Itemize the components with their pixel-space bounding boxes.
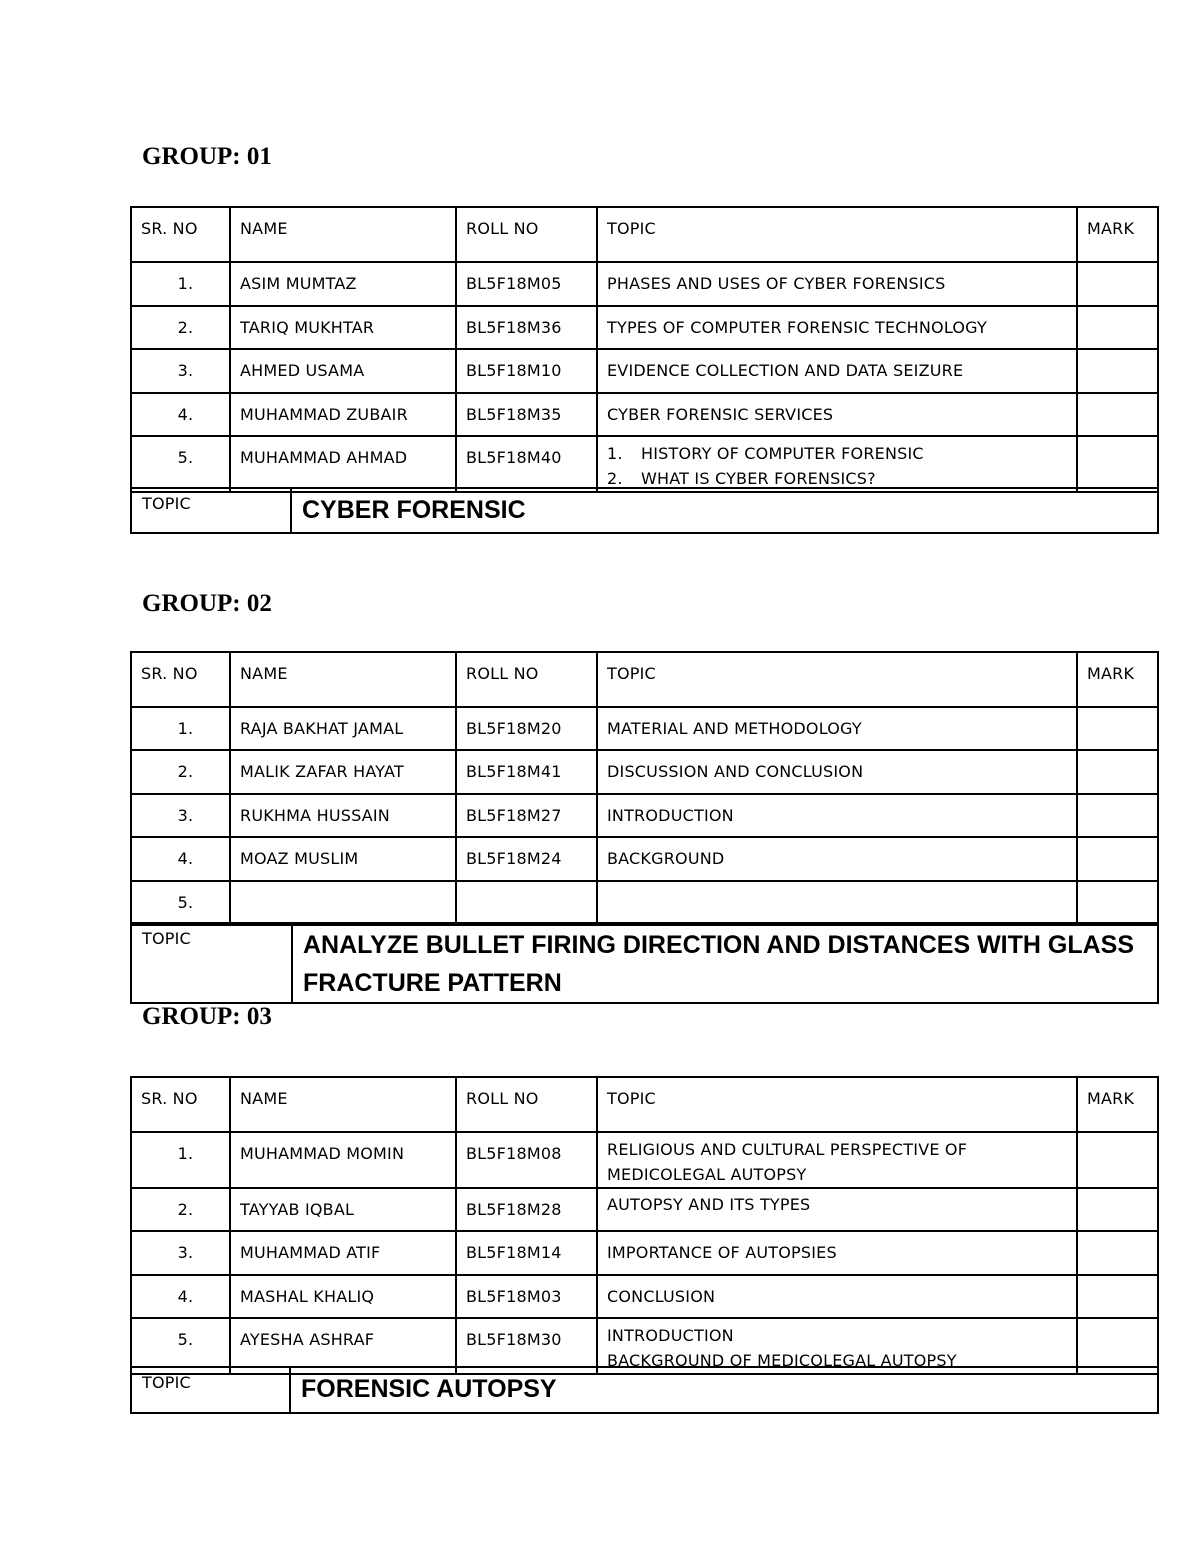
mark-cell <box>1077 1188 1158 1231</box>
name-cell: MUHAMMAD AHMAD <box>230 436 456 492</box>
mark-cell <box>1077 881 1158 925</box>
sr-no-cell: 2. <box>131 306 230 349</box>
group-topic-row <box>130 922 1159 1004</box>
col-header-roll-no: ROLL NO <box>456 652 597 707</box>
main-topic: CYBER FORENSIC <box>291 488 1158 533</box>
col-header-mark: MARK <box>1077 207 1158 262</box>
subtopic-item: 1. HISTORY OF COMPUTER FORENSIC <box>607 444 924 463</box>
topic-cell: BACKGROUND <box>597 837 1077 881</box>
sr-no-cell: 1. <box>131 707 230 750</box>
roll-no-cell: BL5F18M14 <box>456 1231 597 1275</box>
header-row <box>131 1077 1158 1132</box>
name-cell: AYESHA ASHRAF <box>230 1318 456 1374</box>
header-row <box>131 207 1158 262</box>
sr-no-cell: 5. <box>131 436 230 492</box>
sr-no-cell: 2. <box>131 1188 230 1231</box>
group-heading: GROUP: 02 <box>142 590 272 617</box>
table-row <box>131 1231 1158 1275</box>
table-row <box>131 750 1158 794</box>
col-header-topic: TOPIC <box>597 1077 1077 1132</box>
roll-no-cell: BL5F18M30 <box>456 1318 597 1374</box>
col-header-sr-no: SR. NO <box>131 1077 230 1132</box>
header-row <box>131 652 1158 707</box>
sr-no-cell: 3. <box>131 1231 230 1275</box>
main-topic: ANALYZE BULLET FIRING DIRECTION AND DISTANCES WITH GLASS FRACTURE PATTERN <box>292 923 1158 1003</box>
name-cell: AHMED USAMA <box>230 349 456 393</box>
mark-cell <box>1077 262 1158 306</box>
topic-line: INTRODUCTION <box>607 1326 734 1345</box>
col-header-mark: MARK <box>1077 1077 1158 1132</box>
table-row <box>131 881 1158 925</box>
name-cell: MASHAL KHALIQ <box>230 1275 456 1318</box>
topic-cell: TYPES OF COMPUTER FORENSIC TECHNOLOGY <box>597 306 1077 349</box>
roll-no-cell: BL5F18M05 <box>456 262 597 306</box>
topic-label: TOPIC <box>131 923 292 1003</box>
group-roster-table <box>130 206 1159 493</box>
topic-cell: INTRODUCTION <box>597 794 1077 837</box>
name-cell: RUKHMA HUSSAIN <box>230 794 456 837</box>
col-header-name: NAME <box>230 207 456 262</box>
topic-cell: CONCLUSION <box>597 1275 1077 1318</box>
roll-no-cell: BL5F18M24 <box>456 837 597 881</box>
mark-cell <box>1077 1275 1158 1318</box>
sr-no-cell: 4. <box>131 1275 230 1318</box>
roll-no-cell: BL5F18M28 <box>456 1188 597 1231</box>
name-cell: MALIK ZAFAR HAYAT <box>230 750 456 794</box>
topic-cell <box>597 881 1077 925</box>
name-cell: MUHAMMAD ZUBAIR <box>230 393 456 436</box>
name-cell: ASIM MUMTAZ <box>230 262 456 306</box>
mark-cell <box>1077 306 1158 349</box>
topic-cell: IMPORTANCE OF AUTOPSIES <box>597 1231 1077 1275</box>
topic-cell: EVIDENCE COLLECTION AND DATA SEIZURE <box>597 349 1077 393</box>
topic-cell: RELIGIOUS AND CULTURAL PERSPECTIVE OF MEDICOLEGAL AUTOPSY <box>597 1132 1077 1188</box>
topic-cell: AUTOPSY AND ITS TYPES <box>597 1188 1077 1231</box>
name-cell: MUHAMMAD MOMIN <box>230 1132 456 1188</box>
group-heading: GROUP: 01 <box>142 143 272 170</box>
table-row <box>131 1132 1158 1188</box>
table-row <box>131 1188 1158 1231</box>
table-row <box>131 436 1158 492</box>
sr-no-cell: 1. <box>131 1132 230 1188</box>
topic-cell: CYBER FORENSIC SERVICES <box>597 393 1077 436</box>
sr-no-cell: 2. <box>131 750 230 794</box>
name-cell: TARIQ MUKHTAR <box>230 306 456 349</box>
group-topic-row <box>130 1366 1159 1414</box>
table-row <box>131 262 1158 306</box>
col-header-roll-no: ROLL NO <box>456 207 597 262</box>
topic-cell: MATERIAL AND METHODOLOGY <box>597 707 1077 750</box>
topic-cell: DISCUSSION AND CONCLUSION <box>597 750 1077 794</box>
topic-label: TOPIC <box>131 1367 290 1413</box>
group-roster-table <box>130 1076 1159 1375</box>
mark-cell <box>1077 1231 1158 1275</box>
table-row <box>131 393 1158 436</box>
roll-no-cell: BL5F18M08 <box>456 1132 597 1188</box>
topic-cell <box>597 436 1077 492</box>
sr-no-cell: 3. <box>131 794 230 837</box>
mark-cell <box>1077 349 1158 393</box>
sr-no-cell: 4. <box>131 837 230 881</box>
name-cell <box>230 881 456 925</box>
table-row <box>131 306 1158 349</box>
roll-no-cell: BL5F18M40 <box>456 436 597 492</box>
table-row <box>131 794 1158 837</box>
mark-cell <box>1077 707 1158 750</box>
name-cell: TAYYAB IQBAL <box>230 1188 456 1231</box>
sr-no-cell: 1. <box>131 262 230 306</box>
roll-no-cell <box>456 881 597 925</box>
sr-no-cell: 5. <box>131 1318 230 1374</box>
sr-no-cell: 4. <box>131 393 230 436</box>
table-row <box>131 707 1158 750</box>
roll-no-cell: BL5F18M20 <box>456 707 597 750</box>
mark-cell <box>1077 436 1158 492</box>
topic-label: TOPIC <box>131 488 291 533</box>
roll-no-cell: BL5F18M27 <box>456 794 597 837</box>
group-heading: GROUP: 03 <box>142 1003 272 1030</box>
col-header-mark: MARK <box>1077 652 1158 707</box>
subtopic-item: 2. WHAT IS CYBER FORENSICS? <box>607 469 876 488</box>
mark-cell <box>1077 393 1158 436</box>
col-header-sr-no: SR. NO <box>131 652 230 707</box>
mark-cell <box>1077 1132 1158 1188</box>
roll-no-cell: BL5F18M41 <box>456 750 597 794</box>
roll-no-cell: BL5F18M35 <box>456 393 597 436</box>
mark-cell <box>1077 837 1158 881</box>
roll-no-cell: BL5F18M10 <box>456 349 597 393</box>
group-roster-table <box>130 651 1159 926</box>
name-cell: MUHAMMAD ATIF <box>230 1231 456 1275</box>
topic-cell: PHASES AND USES OF CYBER FORENSICS <box>597 262 1077 306</box>
name-cell: MOAZ MUSLIM <box>230 837 456 881</box>
group-topic-row <box>130 487 1159 534</box>
col-header-sr-no: SR. NO <box>131 207 230 262</box>
col-header-roll-no: ROLL NO <box>456 1077 597 1132</box>
col-header-name: NAME <box>230 1077 456 1132</box>
topic-line: BACKGROUND OF MEDICOLEGAL AUTOPSY <box>607 1351 957 1370</box>
col-header-name: NAME <box>230 652 456 707</box>
mark-cell <box>1077 794 1158 837</box>
table-row <box>131 1275 1158 1318</box>
main-topic: FORENSIC AUTOPSY <box>290 1367 1158 1413</box>
table-row <box>131 349 1158 393</box>
col-header-topic: TOPIC <box>597 207 1077 262</box>
name-cell: RAJA BAKHAT JAMAL <box>230 707 456 750</box>
table-row <box>131 837 1158 881</box>
col-header-topic: TOPIC <box>597 652 1077 707</box>
roll-no-cell: BL5F18M36 <box>456 306 597 349</box>
mark-cell <box>1077 750 1158 794</box>
sr-no-cell: 3. <box>131 349 230 393</box>
sr-no-cell: 5. <box>131 881 230 925</box>
roll-no-cell: BL5F18M03 <box>456 1275 597 1318</box>
